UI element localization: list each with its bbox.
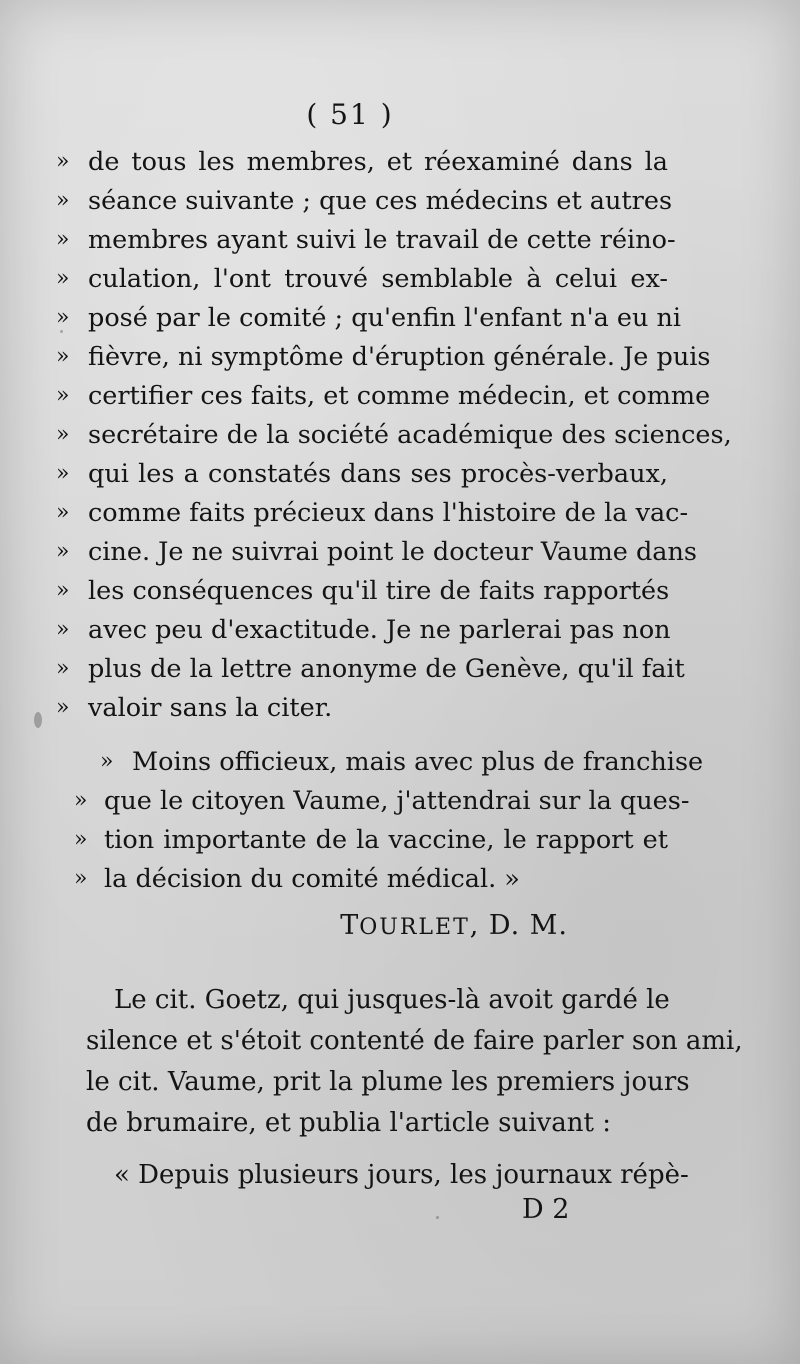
guillemet-mark: »	[74, 788, 88, 813]
quote-line	[0, 181, 800, 221]
quote-line	[0, 259, 800, 299]
prose-line: le cit. Vaume, prit la plume les premiers jours	[86, 1067, 690, 1097]
quote-line	[0, 142, 800, 182]
guillemet-mark: »	[56, 383, 70, 408]
prose-line: silence et s'étoit contenté de faire parler son ami,	[86, 1026, 743, 1056]
quote-line-text: tion importante de la vaccine, le rapport et	[104, 825, 668, 855]
signature-initial: T	[340, 910, 360, 941]
quote-line	[0, 688, 800, 728]
signature-name: OURLET	[359, 915, 470, 940]
quote-line-text: valoir sans la citer.	[88, 693, 333, 723]
prose-line: de brumaire, et publia l'article suivant :	[86, 1108, 611, 1138]
prose-line: Le cit. Goetz, qui jusques-là avoit gardé le	[114, 985, 670, 1015]
quote-line	[0, 649, 800, 689]
gathering-signature-mark: D 2	[522, 1194, 570, 1225]
quote-line	[0, 820, 800, 860]
guillemet-mark: »	[56, 188, 70, 213]
letter-signature	[340, 910, 568, 941]
guillemet-mark: »	[74, 827, 88, 852]
guillemet-mark: »	[56, 461, 70, 486]
quote-line	[0, 337, 800, 377]
paper-speck	[436, 1216, 439, 1219]
paper-speck	[60, 330, 63, 333]
quote-line-text: fièvre, ni symptôme d'éruption générale. Je puis	[88, 342, 711, 372]
guillemet-mark: »	[56, 500, 70, 525]
quote-line-text: de tous les membres, et réexaminé dans la	[88, 147, 668, 177]
quote-line-text: la décision du comité médical. »	[104, 864, 520, 894]
quote-line	[0, 532, 800, 572]
quote-line	[0, 376, 800, 416]
guillemet-mark: »	[56, 227, 70, 252]
quote-line	[0, 415, 800, 455]
guillemet-mark: »	[56, 617, 70, 642]
quote-line-text: que le citoyen Vaume, j'attendrai sur la ques-	[104, 786, 690, 816]
quote-line-text: certifier ces faits, et comme médecin, et comme	[88, 381, 711, 411]
guillemet-mark: »	[56, 539, 70, 564]
guillemet-mark: »	[56, 305, 70, 330]
prose-line: « Depuis plusieurs jours, les journaux répè-	[114, 1160, 689, 1190]
quote-line-text: secrétaire de la société académique des sciences,	[88, 420, 732, 450]
guillemet-mark: »	[56, 149, 70, 174]
guillemet-mark: »	[56, 656, 70, 681]
quote-line-text: plus de la lettre anonyme de Genève, qu'il fait	[88, 654, 685, 684]
guillemet-mark: »	[56, 578, 70, 603]
quote-line-text: comme faits précieux dans l'histoire de la vac-	[88, 498, 689, 528]
quote-line-text: les conséquences qu'il tire de faits rapportés	[88, 576, 670, 606]
quote-line	[0, 454, 800, 494]
guillemet-mark: »	[100, 749, 114, 774]
quote-line-text: membres ayant suivi le travail de cette réino-	[88, 225, 676, 255]
quote-line	[0, 610, 800, 650]
quote-line-text: qui les a constatés dans ses procès-verbaux,	[88, 459, 668, 489]
quote-line-text: posé par le comité ; qu'enfin l'enfant n'a eu ni	[88, 303, 682, 333]
quote-line	[0, 220, 800, 260]
quote-line	[0, 493, 800, 533]
quote-line-text: séance suivante ; que ces médecins et autres	[88, 186, 673, 216]
quote-line	[0, 298, 800, 338]
signature-title: , D. M.	[469, 910, 568, 941]
guillemet-mark: »	[56, 344, 70, 369]
quote-line-text: culation, l'ont trouvé semblable à celui ex-	[88, 264, 668, 294]
quote-line-text: Moins officieux, mais avec plus de franchise	[132, 747, 704, 777]
guillemet-mark: »	[74, 866, 88, 891]
page-number: ( 51 )	[306, 98, 394, 131]
quote-line-text: cine. Je ne suivrai point le docteur Vaume dans	[88, 537, 698, 567]
quote-line	[0, 742, 800, 782]
paper-stain	[34, 712, 42, 728]
guillemet-mark: »	[56, 695, 70, 720]
quote-line-text: avec peu d'exactitude. Je ne parlerai pas non	[88, 615, 671, 645]
quote-line	[0, 859, 800, 899]
quote-line	[0, 781, 800, 821]
guillemet-mark: »	[56, 266, 70, 291]
guillemet-mark: »	[56, 422, 70, 447]
quote-line	[0, 571, 800, 611]
